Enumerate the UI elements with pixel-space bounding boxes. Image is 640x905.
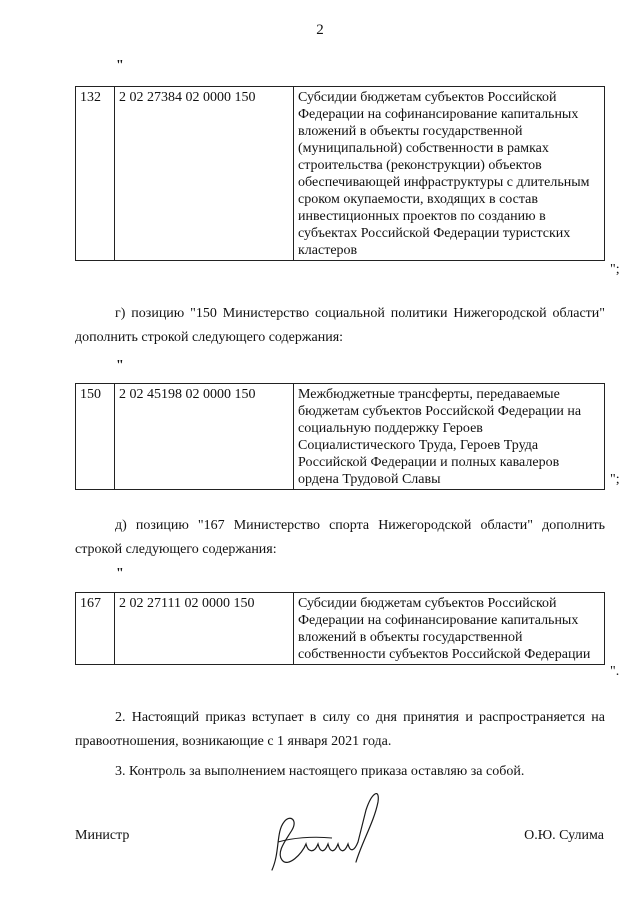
signatory-name: О.Ю. Сулима [524,828,604,843]
paragraph-2-text: 2. Настоящий приказ вступает в силу со дня принятия и распространяется на правоотношения, возникающие с 1 января 2021 года. [75,710,605,749]
paragraph-3-text: 3. Контроль за выполнением настоящего приказа оставляю за собой. [115,764,525,779]
position-cell: 132 [76,87,115,261]
handwritten-signature [262,782,392,882]
classification-table [75,592,605,665]
code-cell: 2 02 27384 02 0000 150 [115,87,294,261]
open-quote: " [116,358,124,373]
description-text: Межбюджетные трансферты, передаваемые бюджетам субъектов Российской Федерации на социальную поддержку Героев Социалистического Труда, Героев Труда Российской Федерации и полных кавалеров ордена Трудовой Славы [298,387,582,487]
paragraph-g [75,302,605,350]
paragraph-d-text: д) позицию "167 Министерство спорта Нижегородской области" дополнить строкой следующего содержания: [75,518,605,557]
paragraph-d [75,514,605,562]
code-cell: 2 02 45198 02 0000 150 [115,384,294,490]
description-text: Субсидии бюджетам субъектов Российской Федерации на софинансирование капитальных вложений в объекты государственной (муниципальной) собственности в рамках строительства (реконструкции) объектов обеспечивающей инфраструктуры с длительным сроком окупаемости, входящих в состав инвестиционных проектов по созданию в субъектах Российской Федерации туристских кластеров [298,90,590,258]
classification-table [75,383,605,490]
closing-quote: "; [610,472,620,487]
open-quote: " [116,566,124,581]
closing-quote: "; [610,262,620,277]
signatory-role: Министр [75,828,130,843]
table-row [76,87,605,261]
description-cell [294,593,605,665]
table-row [76,593,605,665]
description-cell [294,384,605,490]
classification-table [75,86,605,261]
position-cell: 150 [76,384,115,490]
page-number: 2 [316,22,324,38]
code-cell: 2 02 27111 02 0000 150 [115,593,294,665]
closing-quote: ". [610,664,620,679]
description-text: Субсидии бюджетам субъектов Российской Федерации на софинансирование капитальных вложений в объекты государственной собственности субъектов Российской Федерации [298,596,591,662]
open-quote: " [116,58,124,73]
description-cell [294,87,605,261]
paragraph-2 [75,706,605,754]
table-row [76,384,605,490]
paragraph-3 [75,760,605,784]
position-cell: 167 [76,593,115,665]
paragraph-g-text: г) позицию "150 Министерство социальной политики Нижегородской области" дополнить строкой следующего содержания: [75,306,605,345]
